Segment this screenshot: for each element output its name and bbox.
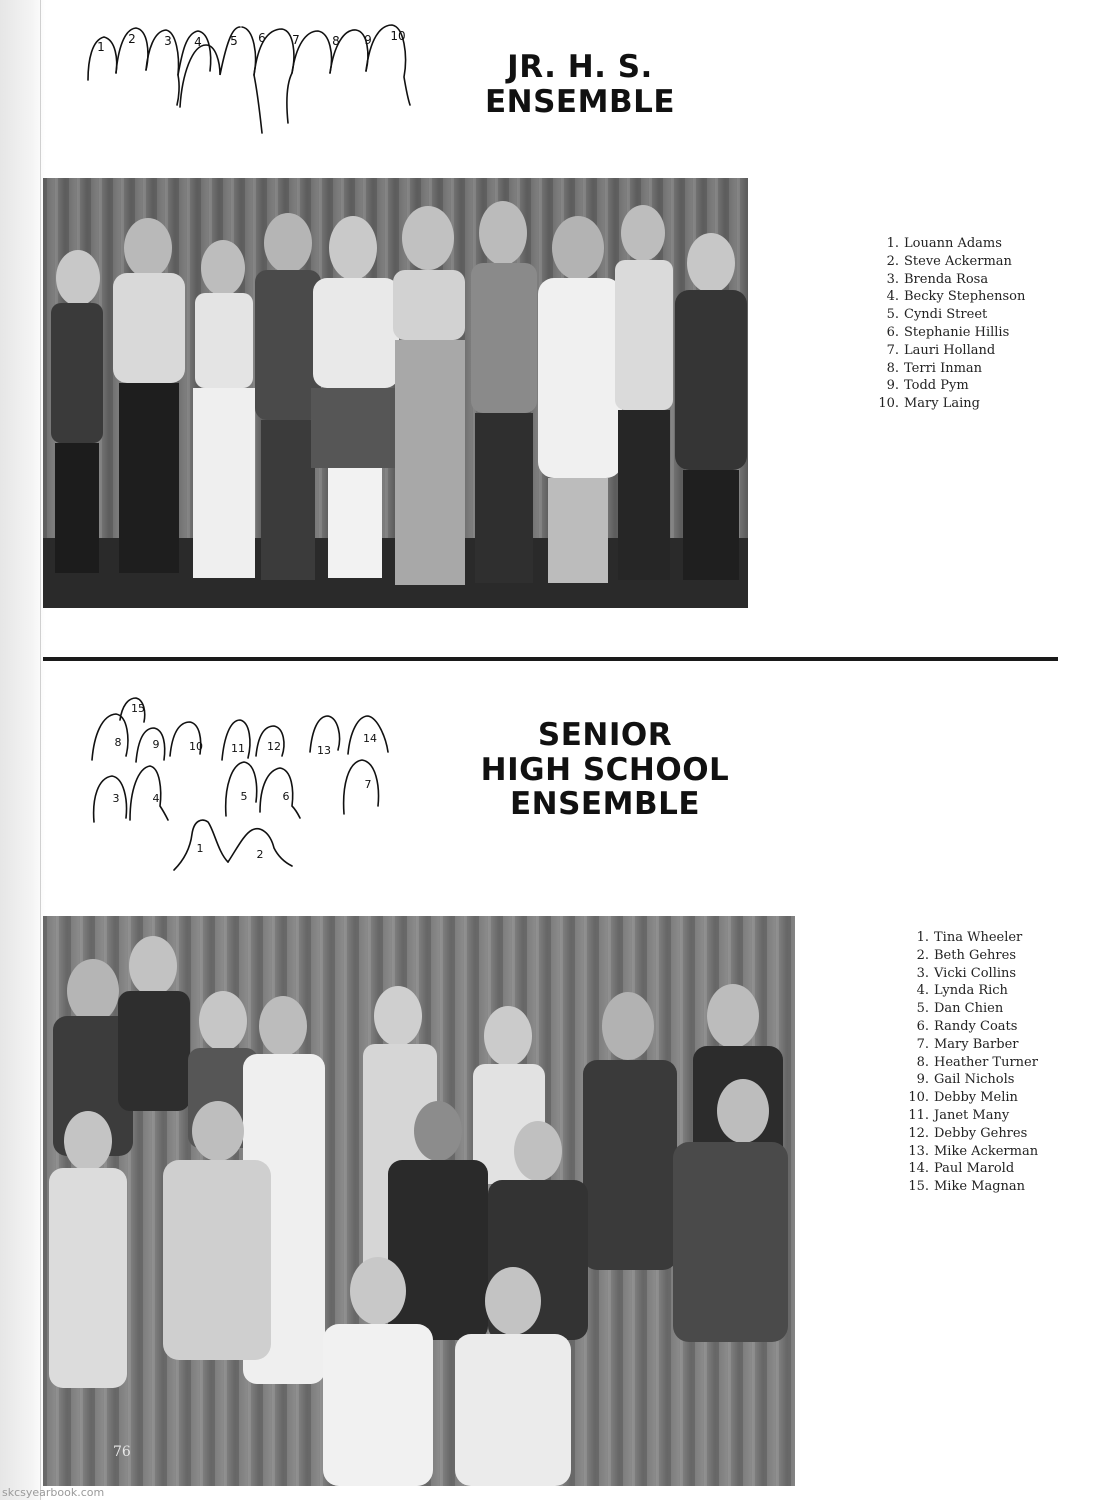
sketch-number-12: 12 xyxy=(267,740,281,753)
sketch-figure-6 xyxy=(260,768,300,818)
list-item: 6. Stephanie Hillis xyxy=(886,324,1010,340)
list-item: 13. Mike Ackerman xyxy=(908,1143,1039,1159)
sketch-figure-4 xyxy=(130,766,168,820)
sketch-figure-7 xyxy=(344,760,379,814)
sketch-number-5: 5 xyxy=(240,790,248,803)
list-item: 1. Louann Adams xyxy=(886,236,1002,251)
jr-ensemble-photo xyxy=(43,178,748,608)
sketch-number-2: 2 xyxy=(256,848,264,861)
sketch-number-1: 1 xyxy=(97,40,105,54)
sketch-number-11: 11 xyxy=(231,742,245,755)
sketch-number-10: 10 xyxy=(189,740,203,753)
sketch-number-9: 9 xyxy=(152,738,160,751)
list-item: 6. Randy Coats xyxy=(916,1018,1018,1034)
sketch-figure-3 xyxy=(146,30,179,105)
sketch-number-4: 4 xyxy=(194,35,202,49)
jr-identification-sketch xyxy=(82,15,417,140)
jr-title-line-1: JR. H. S. xyxy=(507,49,653,85)
list-item: 5. Cyndi Street xyxy=(886,307,988,323)
sr-title-line-1: SENIOR xyxy=(537,717,673,753)
jr-title-line-2: ENSEMBLE xyxy=(484,83,676,120)
sketch-number-3: 3 xyxy=(112,792,120,805)
list-item: 8. Heather Turner xyxy=(916,1054,1038,1070)
jr-section-title xyxy=(470,50,690,119)
sketch-number-1: 1 xyxy=(196,842,204,855)
binding-edge xyxy=(40,0,41,1500)
sr-identification-sketch xyxy=(86,690,396,880)
list-item: 3. Brenda Rosa xyxy=(886,271,989,287)
list-item: 1. Tina Wheeler xyxy=(916,930,1023,945)
list-item: 12. Debby Gehres xyxy=(908,1125,1028,1141)
sketch-number-8: 8 xyxy=(114,736,122,749)
sketch-number-10: 10 xyxy=(390,29,406,43)
sr-ensemble-photo xyxy=(43,916,795,1486)
sketch-number-9: 9 xyxy=(364,33,372,47)
sketch-number-15: 15 xyxy=(131,702,145,715)
sketch-number-4: 4 xyxy=(152,792,160,805)
list-item: 14. Paul Marold xyxy=(908,1161,1015,1177)
page-number: 76 xyxy=(113,1444,131,1460)
sketch-number-3: 3 xyxy=(164,34,172,48)
list-item: 4. Becky Stephenson xyxy=(886,289,1026,305)
list-item: 9. Todd Pym xyxy=(886,378,969,394)
list-item: 8. Terri Inman xyxy=(886,360,983,376)
list-item: 15. Mike Magnan xyxy=(908,1179,1026,1195)
sketch-number-5: 5 xyxy=(230,34,238,48)
sketch-figure-8 xyxy=(92,714,128,760)
sketch-number-6: 6 xyxy=(258,31,266,45)
sr-member-list xyxy=(902,929,1038,1196)
sketch-number-14: 14 xyxy=(363,732,377,745)
section-divider xyxy=(43,657,1058,661)
sketch-number-7: 7 xyxy=(364,778,372,791)
list-item: 7. Mary Barber xyxy=(916,1036,1019,1052)
sr-title-line-2: HIGH SCHOOL xyxy=(480,751,730,788)
list-item: 11. Janet Many xyxy=(908,1107,1010,1123)
watermark: skcsyearbook.com xyxy=(2,1486,105,1499)
sketch-number-2: 2 xyxy=(128,32,136,46)
sketch-number-7: 7 xyxy=(292,33,300,47)
jr-member-list xyxy=(872,235,1025,413)
sketch-figure-3 xyxy=(94,776,127,822)
sketch-figure-5 xyxy=(226,762,257,816)
sketch-number-8: 8 xyxy=(332,34,340,48)
sketch-figure-9 xyxy=(136,728,165,762)
list-item: 4. Lynda Rich xyxy=(916,983,1008,999)
sr-section-title xyxy=(455,718,755,822)
list-item: 2. Steve Ackerman xyxy=(886,253,1012,269)
sr-title-line-3: ENSEMBLE xyxy=(509,786,701,823)
list-item: 3. Vicki Collins xyxy=(916,965,1017,981)
sketch-number-13: 13 xyxy=(317,744,331,757)
list-item: 2. Beth Gehres xyxy=(916,947,1017,963)
sketch-number-6: 6 xyxy=(282,790,290,803)
list-item: 10. Debby Melin xyxy=(908,1090,1018,1106)
list-item: 10. Mary Laing xyxy=(878,396,980,412)
list-item: 9. Gail Nichols xyxy=(916,1072,1015,1088)
list-item: 5. Dan Chien xyxy=(916,1001,1004,1017)
list-item: 7. Lauri Holland xyxy=(886,342,996,358)
